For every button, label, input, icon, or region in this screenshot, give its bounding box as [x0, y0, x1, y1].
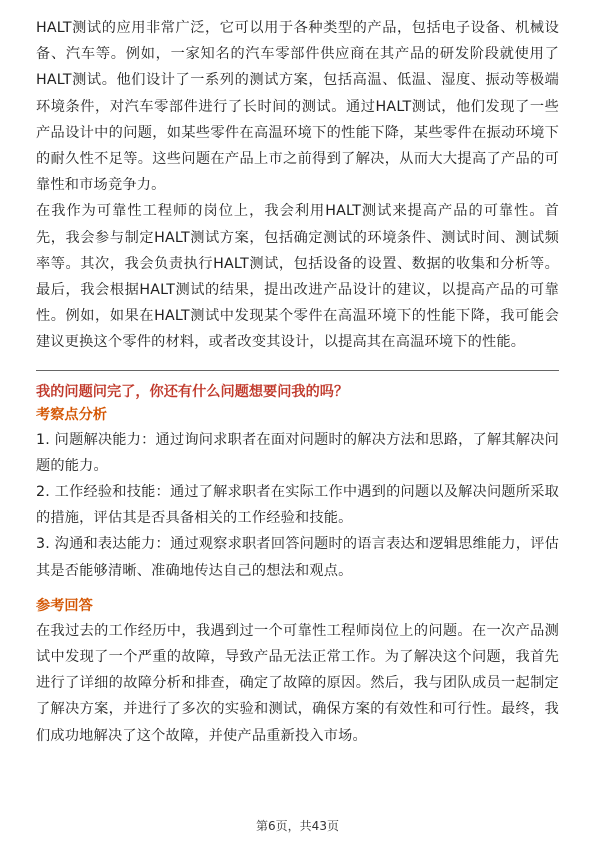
analysis-item-3: 3. 沟通和表达能力：通过观察求职者回答问题时的语言表达和逻辑思维能力，评估其是否能够清晰、准确地传达自己的想法和观点。 — [36, 536, 559, 579]
section-divider — [36, 370, 559, 371]
intro-paragraph-2: 在我作为可靠性工程师的岗位上，我会利用HALT测试来提高产品的可靠性。首先，我会参与制定HALT测试方案，包括确定测试的环境条件、测试时间、测试频率等。其次，我会负责执行HALT测试，包括设备的设置、数据的收集和分析等。最后，我会根据HALT测试的结果，提出改进产品设计的建议，以提高产品的可靠性。例如，如果在HALT测试中发现某个零件在高温环境下的性能下降，我可能会建议更换这个零件的材料，或者改变其设计，以提高其在高温环境下的性能。 — [36, 203, 559, 351]
interview-question: 我的问题问完了，你还有什么问题想要问我的吗？ — [36, 383, 349, 400]
answer-text: 在我过去的工作经历中，我遇到过一个可靠性工程师岗位上的问题。在一次产品测试中发现了一个严重的故障，导致产品无法正常工作。为了解决这个问题，我首先进行了详细的故障分析和排查，确定了故障的原因。然后，我与团队成员一起制定了解决方案，并进行了多次的实验和测试，确保方案的有效性和可行性。最终，我们成功地解决了这个故障，并使产品重新投入市场。 — [36, 622, 559, 744]
intro-paragraph-1: HALT测试的应用非常广泛，它可以用于各种类型的产品，包括电子设备、机械设备、汽车等。例如，一家知名的汽车零部件供应商在其产品的研发阶段就使用了HALT测试。他们设计了一系列的测试方案，包括高温、低温、湿度、振动等极端环境条件，对汽车零部件进行了长时间的测试。通过HALT测试，他们发现了一些产品设计中的问题，如某些零件在高温环境下的性能下降，某些零件在振动环境下的耐久性不足等。这些问题在产品上市之前得到了解决，从而大大提高了产品的可靠性和市场竞争力。 — [36, 20, 559, 194]
analysis-item-2: 2. 工作经验和技能：通过了解求职者在实际工作中遇到的问题以及解决问题所采取的措施，评估其是否具备相关的工作经验和技能。 — [36, 484, 559, 527]
analysis-title: 考察点分析 — [36, 406, 107, 423]
answer-title: 参考回答 — [36, 597, 93, 614]
document-page — [36, 15, 559, 749]
analysis-item-1: 1. 问题解决能力：通过询问求职者在面对问题时的解决方法和思路，了解其解决问题的能力。 — [36, 431, 559, 474]
page-footer: 第6页，共43页 — [256, 819, 339, 833]
